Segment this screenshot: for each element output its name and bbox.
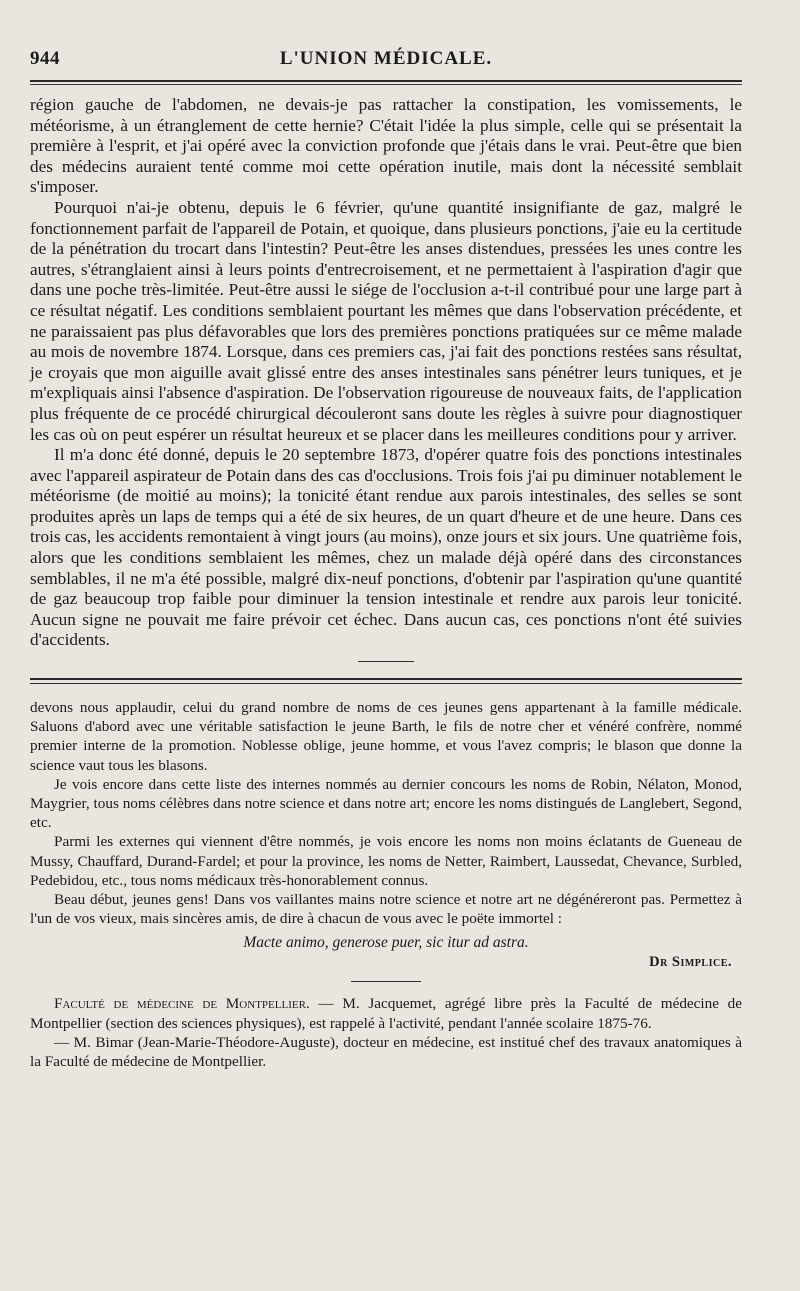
page-number: 944 <box>30 48 60 69</box>
note-item <box>30 994 742 1032</box>
feuilleton-separator <box>30 678 742 684</box>
main-paragraph: région gauche de l'abdomen, ne devais-je pas rattacher la constipation, les vomissements, le météorisme, à un étranglement de cette hernie? C'était l'idée la plus simple, celle qui se présentait la première à l'esprit, et j'ai opéré avec la conviction profonde que j'étais dans le vrai. Peut-être que bien des médecins auraient tenté comme moi cette opération inutile, mais dont la nécessité semblait s'imposer. <box>30 95 742 197</box>
main-paragraph: Pourquoi n'ai-je obtenu, depuis le 6 février, qu'une quantité insignifiante de gaz, malgré le fonctionnement parfait de l'appareil de Potain, et quoique, dans plusieurs ponctions, j'aie eu la certitude de la pénétration du trocart dans l'intestin? Peut-être les anses distendues, pressées les unes contre les autres, s'étranglaient ainsi à leurs points d'entrecroisement, et ne permettaient à l'aspiration d'agir que dans une poche très-limitée. Peut-être aussi le siége de l'occlusion a-t-il contribué pour une large part à ce résultat négatif. Les conditions semblaient pourtant les mêmes que dans l'observation précédente, et ne paraissaient pas plus défavorables que lors des premières ponctions pratiquées sur ce même malade au mois de novembre 1874. Lorsque, dans ces premiers cas, j'ai fait des ponctions restées sans résultat, je croyais que mon aiguille avait glissé entre des anses intestinales sans pénétrer leurs tuniques, et je m'expliquais ainsi l'absence d'aspiration. De l'observation rigoureuse de nouveaux faits, de l'application plus fréquente de ce procédé chirurgical découleront sans doute les règles à suivre pour diagnostiquer les cas où on peut espérer un résultat heureux et se placer dans les meilleures conditions pour y arriver. <box>30 197 742 444</box>
feuilleton-paragraph: Parmi les externes qui viennent d'être nommés, je vois encore les noms non moins éclatants de Gueneau de Mussy, Chauffard, Durand-Fardel; et pour la province, les noms de Netter, Raimbert, Laussedat, Chevance, Surbled, Pedebidou, etc., tous noms médicaux très-honorablement connus. <box>30 833 742 889</box>
notes-section <box>30 994 742 1071</box>
author-signature: Dr Simplice. <box>649 954 732 971</box>
notes-rule <box>351 981 421 982</box>
section-end-rule <box>358 661 414 662</box>
main-paragraph: Il m'a donc été donné, depuis le 20 septembre 1873, d'opérer quatre fois des ponctions intestinales avec l'appareil aspirateur de Potain dans des cas d'occlusions. Trois fois j'ai pu diminuer notablement le météorisme (de moitié au moins); la tonicité étant rendue aux parois intestinales, des selles se sont produites après un laps de temps qui a été de six heures, de un quart d'heure et de une heure. Dans ces trois cas, les accidents remontaient à vingt jours (au moins), onze jours et six jours. Une quatrième fois, alors que les conditions semblaient les mêmes, chez un malade déjà opéré dans des circonstances semblables, il ne m'a été possible, malgré dix-neuf ponctions, d'obtenir par l'aspiration qu'une quantité de gaz beaucoup trop faible pour diminuer la tension intestinale et rendre aux parois leur tonicité. Aucun signe ne pouvait me faire prévoir cet échec. Dans aucun cas, ces ponctions n'ont été suivies d'accidents. <box>30 445 742 650</box>
latin-quote: Macte animo, generose puer, sic itur ad astra. <box>243 934 529 952</box>
feuilleton-paragraph: devons nous applaudir, celui du grand nombre de noms de ces jeunes gens appartenant à la famille médicale. Saluons d'abord avec une véritable satisfaction le jeune Barth, le fils de notre cher et vénéré confrère, nommé premier interne de la promotion. Noblesse oblige, jeune homme, et vous l'avez compris; le blason que donne la science vaut tous les blasons. <box>30 699 742 774</box>
feuilleton-paragraph: Je vois encore dans cette liste des internes nommés au dernier concours les noms de Robin, Nélaton, Monod, Maygrier, tous noms célèbres dans notre science et dans notre art; encore les noms distingués de Langlebert, Segond, etc. <box>30 775 742 832</box>
header-rule <box>30 80 742 82</box>
note-text: — M. Jacquemet, agrégé libre près la Faculté de médecine de Montpellier (section des sciences physiques), est rappelé à l'activité, pendant l'année scolaire 1875-76. <box>30 995 743 1032</box>
feuilleton-paragraph: Beau début, jeunes gens! Dans vos vaillantes mains notre science et notre art ne dégénéreront pas. Permettez à l'un de vos vieux, mais sincères amis, de dire à chacun de vous avec le poëte immortel : <box>30 891 742 928</box>
page-header <box>30 46 742 76</box>
header-thin-rule <box>30 84 742 85</box>
note-heading: Faculté de médecine de Montpellier. <box>54 995 310 1013</box>
feuilleton <box>30 698 742 971</box>
running-title: L'UNION MÉDICALE. <box>279 48 493 69</box>
note-item: — M. Bimar (Jean-Marie-Théodore-Auguste), docteur en médecine, est institué chef des travaux anatomiques à la Faculté de médecine de Montpellier. <box>30 1033 742 1071</box>
main-text <box>30 95 742 651</box>
